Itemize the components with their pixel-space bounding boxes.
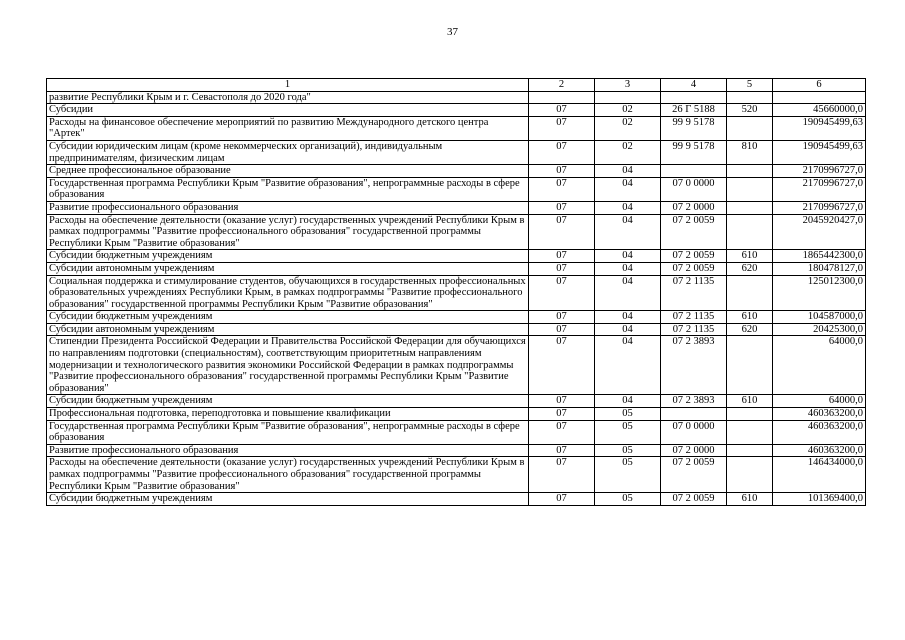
row-amount: 460363200,0 bbox=[773, 420, 866, 444]
row-section: 07 bbox=[529, 395, 595, 408]
row-section: 07 bbox=[529, 201, 595, 214]
row-description: Субсидии автономным учреждениям bbox=[47, 262, 529, 275]
row-description: Среднее профессиональное образование bbox=[47, 165, 529, 178]
row-subsection: 04 bbox=[595, 323, 661, 336]
table-row bbox=[47, 275, 866, 311]
table-row bbox=[47, 336, 866, 395]
row-target-code bbox=[661, 408, 727, 421]
row-expense-type: 810 bbox=[727, 140, 773, 164]
row-expense-type: 610 bbox=[727, 250, 773, 263]
row-subsection: 05 bbox=[595, 493, 661, 506]
row-description: Государственная программа Республики Крым "Развитие образования", непрограммные расходы в сфере образования bbox=[47, 420, 529, 444]
row-section: 07 bbox=[529, 420, 595, 444]
row-subsection: 04 bbox=[595, 262, 661, 275]
row-expense-type bbox=[727, 214, 773, 250]
row-target-code: 07 2 3893 bbox=[661, 336, 727, 395]
table-row bbox=[47, 214, 866, 250]
row-expense-type: 610 bbox=[727, 493, 773, 506]
table-row bbox=[47, 201, 866, 214]
row-subsection: 04 bbox=[595, 275, 661, 311]
row-subsection: 05 bbox=[595, 420, 661, 444]
row-section: 07 bbox=[529, 177, 595, 201]
row-section: 07 bbox=[529, 275, 595, 311]
row-section bbox=[529, 91, 595, 104]
row-subsection: 04 bbox=[595, 311, 661, 324]
row-amount: 104587000,0 bbox=[773, 311, 866, 324]
row-description: Субсидии бюджетным учреждениям bbox=[47, 250, 529, 263]
row-expense-type bbox=[727, 91, 773, 104]
row-target-code: 07 2 1135 bbox=[661, 323, 727, 336]
table-row bbox=[47, 250, 866, 263]
row-target-code: 99 9 5178 bbox=[661, 116, 727, 140]
row-amount: 45660000,0 bbox=[773, 104, 866, 117]
row-description: Профессиональная подготовка, переподготовка и повышение квалификации bbox=[47, 408, 529, 421]
row-expense-type: 620 bbox=[727, 262, 773, 275]
row-amount: 2170996727,0 bbox=[773, 177, 866, 201]
row-expense-type bbox=[727, 408, 773, 421]
row-description: Субсидии юридическим лицам (кроме некоммерческих организаций), индивидуальным предпринимателям, физическим лицам bbox=[47, 140, 529, 164]
row-target-code: 07 2 0000 bbox=[661, 444, 727, 457]
row-description: развитие Республики Крым и г. Севастополя до 2020 года" bbox=[47, 91, 529, 104]
row-amount: 101369400,0 bbox=[773, 493, 866, 506]
column-header-1: 1 bbox=[47, 79, 529, 92]
row-target-code: 07 0 0000 bbox=[661, 177, 727, 201]
row-section: 07 bbox=[529, 311, 595, 324]
table-row bbox=[47, 420, 866, 444]
table-row bbox=[47, 262, 866, 275]
table-row bbox=[47, 104, 866, 117]
column-header-5: 5 bbox=[727, 79, 773, 92]
row-subsection: 02 bbox=[595, 104, 661, 117]
row-amount: 20425300,0 bbox=[773, 323, 866, 336]
row-target-code: 07 2 1135 bbox=[661, 311, 727, 324]
row-section: 07 bbox=[529, 262, 595, 275]
row-description: Стипендии Президента Российской Федерации и Правительства Российской Федерации для обучающихся по направлениям подготовки (специальностям), соответствующим приоритетным направлениям модернизации и технологического развития экономики Российской Федерации в рамках подпрограммы "Развитие профессионального образования" государственной программы Республики Крым "Развитие образования" bbox=[47, 336, 529, 395]
row-target-code: 07 2 0059 bbox=[661, 457, 727, 493]
row-section: 07 bbox=[529, 444, 595, 457]
table-row bbox=[47, 323, 866, 336]
row-description: Субсидии бюджетным учреждениям bbox=[47, 311, 529, 324]
row-section: 07 bbox=[529, 493, 595, 506]
row-amount: 2045920427,0 bbox=[773, 214, 866, 250]
row-description: Субсидии автономным учреждениям bbox=[47, 323, 529, 336]
row-subsection: 05 bbox=[595, 457, 661, 493]
row-subsection: 05 bbox=[595, 444, 661, 457]
row-subsection: 04 bbox=[595, 201, 661, 214]
row-expense-type bbox=[727, 420, 773, 444]
row-expense-type bbox=[727, 444, 773, 457]
row-amount: 64000,0 bbox=[773, 336, 866, 395]
row-description: Расходы на финансовое обеспечение мероприятий по развитию Международного детского центра "Артек" bbox=[47, 116, 529, 140]
row-amount: 460363200,0 bbox=[773, 444, 866, 457]
row-target-code: 07 2 1135 bbox=[661, 275, 727, 311]
row-section: 07 bbox=[529, 116, 595, 140]
row-target-code: 07 2 0059 bbox=[661, 214, 727, 250]
row-expense-type bbox=[727, 275, 773, 311]
row-section: 07 bbox=[529, 165, 595, 178]
row-section: 07 bbox=[529, 250, 595, 263]
row-subsection bbox=[595, 91, 661, 104]
row-amount: 1865442300,0 bbox=[773, 250, 866, 263]
row-expense-type bbox=[727, 177, 773, 201]
column-header-2: 2 bbox=[529, 79, 595, 92]
row-target-code: 99 9 5178 bbox=[661, 140, 727, 164]
row-section: 07 bbox=[529, 140, 595, 164]
row-amount: 2170996727,0 bbox=[773, 201, 866, 214]
row-expense-type: 610 bbox=[727, 311, 773, 324]
row-target-code: 07 0 0000 bbox=[661, 420, 727, 444]
table-row bbox=[47, 140, 866, 164]
row-target-code bbox=[661, 165, 727, 178]
row-amount: 190945499,63 bbox=[773, 140, 866, 164]
table-row bbox=[47, 91, 866, 104]
row-subsection: 04 bbox=[595, 214, 661, 250]
row-amount bbox=[773, 91, 866, 104]
row-amount: 190945499,63 bbox=[773, 116, 866, 140]
row-amount: 180478127,0 bbox=[773, 262, 866, 275]
column-header-3: 3 bbox=[595, 79, 661, 92]
row-target-code: 07 2 3893 bbox=[661, 395, 727, 408]
row-expense-type bbox=[727, 201, 773, 214]
row-expense-type: 620 bbox=[727, 323, 773, 336]
row-section: 07 bbox=[529, 457, 595, 493]
column-header-6: 6 bbox=[773, 79, 866, 92]
row-description: Развитие профессионального образования bbox=[47, 201, 529, 214]
row-target-code bbox=[661, 91, 727, 104]
row-target-code: 07 2 0000 bbox=[661, 201, 727, 214]
page-number: 37 bbox=[447, 26, 458, 38]
row-subsection: 04 bbox=[595, 395, 661, 408]
row-subsection: 04 bbox=[595, 165, 661, 178]
row-expense-type bbox=[727, 165, 773, 178]
row-description: Расходы на обеспечение деятельности (оказание услуг) государственных учреждений Республики Крым в рамках подпрограммы "Развитие профессионального образования" государственной программы Республики Крым "Развитие образования" bbox=[47, 214, 529, 250]
row-amount: 125012300,0 bbox=[773, 275, 866, 311]
table-row bbox=[47, 457, 866, 493]
row-description: Субсидии bbox=[47, 104, 529, 117]
row-section: 07 bbox=[529, 214, 595, 250]
table-row bbox=[47, 116, 866, 140]
row-target-code: 07 2 0059 bbox=[661, 262, 727, 275]
row-subsection: 05 bbox=[595, 408, 661, 421]
table-row bbox=[47, 493, 866, 506]
row-amount: 460363200,0 bbox=[773, 408, 866, 421]
column-header-4: 4 bbox=[661, 79, 727, 92]
row-expense-type bbox=[727, 336, 773, 395]
row-description: Развитие профессионального образования bbox=[47, 444, 529, 457]
row-expense-type bbox=[727, 457, 773, 493]
row-subsection: 02 bbox=[595, 116, 661, 140]
table-row bbox=[47, 444, 866, 457]
table-row bbox=[47, 395, 866, 408]
row-description: Государственная программа Республики Крым "Развитие образования", непрограммные расходы в сфере образования bbox=[47, 177, 529, 201]
row-expense-type: 520 bbox=[727, 104, 773, 117]
row-description: Социальная поддержка и стимулирование студентов, обучающихся в государственных профессиональных образовательных учреждениях Республики Крым, в рамках подпрограммы "Развитие профессионального образования" государственной программы Республики Крым "Развитие образования" bbox=[47, 275, 529, 311]
row-section: 07 bbox=[529, 323, 595, 336]
table-row bbox=[47, 177, 866, 201]
row-target-code: 07 2 0059 bbox=[661, 493, 727, 506]
row-description: Субсидии бюджетным учреждениям bbox=[47, 493, 529, 506]
row-amount: 64000,0 bbox=[773, 395, 866, 408]
row-subsection: 04 bbox=[595, 336, 661, 395]
row-target-code: 26 Г 5188 bbox=[661, 104, 727, 117]
row-amount: 146434000,0 bbox=[773, 457, 866, 493]
row-expense-type: 610 bbox=[727, 395, 773, 408]
table-row bbox=[47, 165, 866, 178]
row-subsection: 04 bbox=[595, 177, 661, 201]
row-section: 07 bbox=[529, 408, 595, 421]
row-target-code: 07 2 0059 bbox=[661, 250, 727, 263]
budget-table bbox=[46, 78, 866, 506]
row-section: 07 bbox=[529, 336, 595, 395]
row-amount: 2170996727,0 bbox=[773, 165, 866, 178]
table-row bbox=[47, 311, 866, 324]
table-header-row bbox=[47, 79, 866, 92]
row-description: Субсидии бюджетным учреждениям bbox=[47, 395, 529, 408]
table-row bbox=[47, 408, 866, 421]
row-subsection: 04 bbox=[595, 250, 661, 263]
row-description: Расходы на обеспечение деятельности (оказание услуг) государственных учреждений Республики Крым в рамках подпрограммы "Развитие профессионального образования" государственной программы Республики Крым "Развитие образования" bbox=[47, 457, 529, 493]
row-expense-type bbox=[727, 116, 773, 140]
row-subsection: 02 bbox=[595, 140, 661, 164]
row-section: 07 bbox=[529, 104, 595, 117]
